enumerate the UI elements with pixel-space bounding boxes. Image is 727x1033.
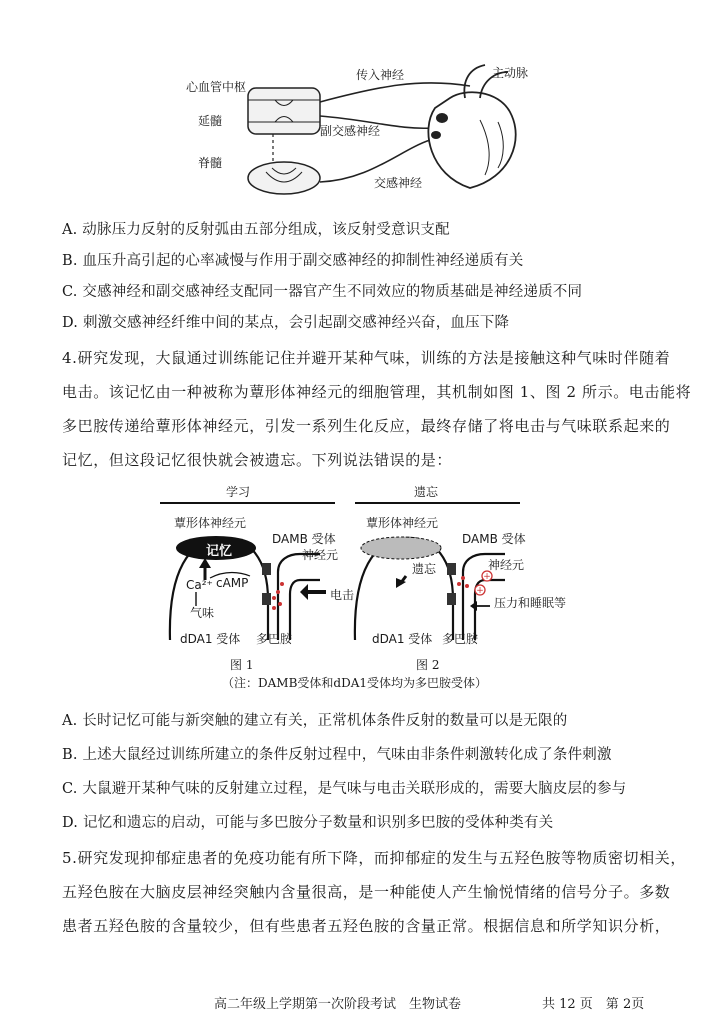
q4-option-d: D. 记忆和遗忘的启动，可能与多巴胺分子数量和识别多巴胺的受体种类有关 [62, 815, 554, 831]
dda1-receptor-label-right: dDA1 受体 [372, 632, 433, 646]
q3-option-b: B. 血压升高引起的心率减慢与作用于副交感神经的抑制性神经递质有关 [62, 253, 524, 269]
shock-label: 电击 [330, 588, 355, 602]
forget-label: 遗忘 [412, 562, 437, 576]
memory-label: 记忆 [206, 544, 233, 559]
camp-label: cAMP [216, 576, 249, 590]
neuron-label-right: 神经元 [488, 558, 525, 572]
q5-stem-line-2: 五羟色胺在大脑皮层神经突触内含量很高，是一种能使人产生愉悦情绪的信号分子。多数 [62, 883, 671, 901]
q3-option-a: A. 动脉压力反射的反射弧由五部分组成，该反射受意识支配 [62, 222, 450, 238]
memory-figure [150, 480, 600, 690]
stress-sleep-label: 压力和睡眠等 [494, 596, 567, 610]
dopamine-label-left: 多巴胺 [256, 632, 293, 646]
baroreflex-figure [180, 50, 560, 210]
mushroom-neuron-label-left: 蕈形体神经元 [174, 516, 247, 530]
label-parasympathetic-nerve: 副交感神经 [320, 124, 381, 138]
q4-option-c: C. 大鼠避开某种气味的反射建立过程，是气味与电击关联形成的，需要大脑皮层的参与 [62, 781, 627, 797]
damb-receptor-label-left: DAMB 受体 [272, 532, 336, 546]
q4-stem-line-1: 4.研究发现，大鼠通过训练能记住并避开某种气味，训练的方法是接触这种气味时伴随着 [62, 349, 671, 367]
figure-note: （注：DAMB受体和dDA1受体均为多巴胺受体） [222, 676, 487, 690]
q3-option-d: D. 刺激交感神经纤维中间的某点，会引起副交感神经兴奋，血压下降 [62, 315, 510, 331]
q3-option-c: C. 交感神经和副交感神经支配同一器官产生不同效应的物质基础是神经递质不同 [62, 284, 583, 300]
calcium-label: Ca²⁺ [186, 578, 213, 592]
label-afferent-nerve: 传入神经 [356, 68, 405, 82]
q4-stem-line-3: 多巴胺传递给蕈形体神经元，引发一系列生化反应，最终存储了将电击与气味联系起来的 [62, 417, 671, 435]
neuron-label-left: 神经元 [302, 548, 339, 562]
footer-page-number: 共 12 页 第 2页 [542, 997, 645, 1012]
q5-stem-line-1: 5.研究发现抑郁症患者的免疫功能有所下降，而抑郁症的发生与五羟色胺等物质密切相关， [62, 849, 686, 867]
svg-text:+: + [483, 572, 491, 582]
label-sympathetic-nerve: 交感神经 [374, 176, 423, 190]
figure-1-caption: 图 1 [230, 658, 254, 672]
q5-stem-line-3: 患者五羟色胺的含量较少，但有些患者五羟色胺的含量正常。根据信息和所学知识分析， [62, 917, 671, 935]
dda1-receptor-label-left: dDA1 受体 [180, 632, 241, 646]
footer-exam-title: 高二年级上学期第一次阶段考试 生物试卷 [214, 997, 462, 1012]
mushroom-neuron-label-right: 蕈形体神经元 [366, 516, 439, 530]
learning-title: 学习 [226, 485, 251, 499]
q4-stem-line-4: 记忆，但这段记忆很快就会被遗忘。下列说法错误的是： [62, 451, 453, 469]
label-medulla: 延髓 [198, 114, 223, 128]
svg-text:+: + [476, 586, 484, 596]
label-spinal-cord: 脊髓 [198, 156, 223, 170]
label-cardiovascular-center: 心血管中枢 [186, 80, 247, 94]
figure-2-caption: 图 2 [416, 658, 440, 672]
damb-receptor-label-right: DAMB 受体 [462, 532, 526, 546]
odor-label: 气味 [190, 606, 215, 620]
forgetting-title: 遗忘 [414, 485, 439, 499]
label-aorta: 主动脉 [492, 66, 529, 80]
dopamine-label-right: 多巴胺 [442, 632, 479, 646]
q4-option-b: B. 上述大鼠经过训练所建立的条件反射过程中，气味由非条件刺激转化成了条件刺激 [62, 747, 612, 763]
q4-stem-line-2: 电击。该记忆由一种被称为蕈形体神经元的细胞管理，其机制如图 1、图 2 所示。电击能将 [62, 383, 692, 401]
q4-option-a: A. 长时记忆可能与新突触的建立有关，正常机体条件反射的数量可以是无限的 [62, 713, 568, 729]
